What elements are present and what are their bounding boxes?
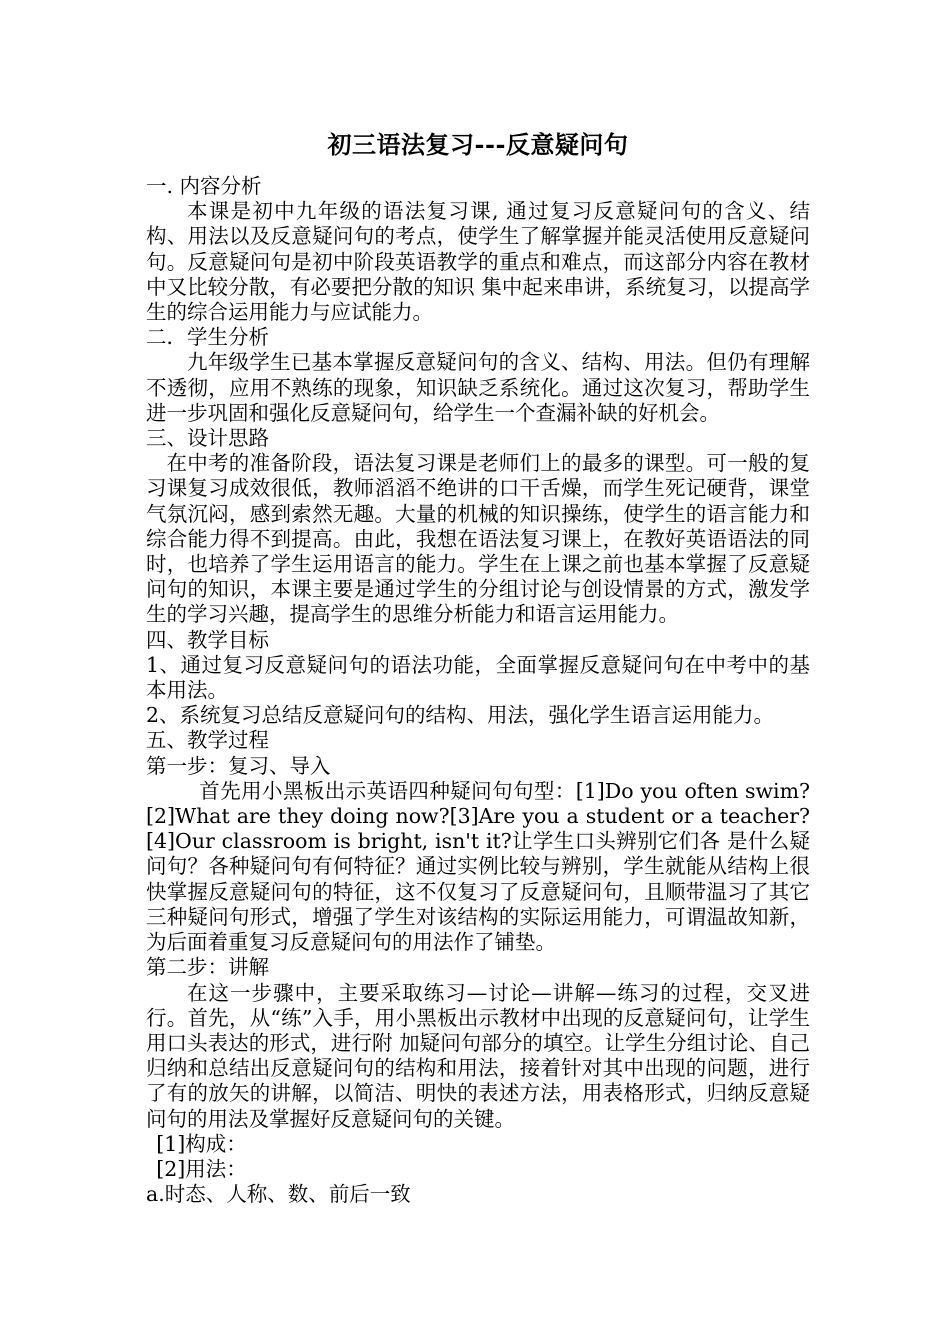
paragraph-content-analysis: 本课是初中九年级的语法复习课, 通过复习反意疑问句的含义、结构、用法以及反意疑问句的考点，使学生了解掌握并能灵活使用反意疑问句。反意疑问句是初中阶段英语教学的重点和难点，而这部分内容在教材中又比较分散，有必要把分散的知识 集中起来串讲，系统复习，以提高学生的综合运用能力与应试能力。 (146, 199, 810, 325)
section-heading-design-idea: 三、设计思路 (146, 426, 269, 451)
paragraph-design-idea: 在中考的准备阶段，语法复习课是老师们上的最多的课型。可一般的复习课复习成效很低，教师滔滔不绝讲的口干舌燥，而学生死记硬背，课堂气氛沉闷，感到索然无趣。大量的机械的知识操练，使学生的语言能力和综合能力得不到提高。由此，我想在语法复习课上，在教好英语语法的同时，也培养了学生运用语言的能力。学生在上课之前也基本掌握了反意疑问句的知识，本课主要是通过学生的分组讨论与创设情景的方式，激发学生的学习兴趣，提高学生的思维分析能力和语言运用能力。 (146, 451, 810, 627)
document-page (146, 130, 810, 1207)
goal-item-1: 1、通过复习反意疑问句的语法功能，全面掌握反意疑问句在中考中的基本用法。 (146, 652, 810, 703)
list-item-structure: [1]构成： (156, 1131, 247, 1156)
section-heading-teaching-process: 五、教学过程 (146, 728, 269, 753)
section-heading-content-analysis: 一. 内容分析 (146, 174, 262, 198)
section-heading-teaching-goals: 四、教学目标 (146, 627, 269, 652)
paragraph-student-analysis: 九年级学生已基本掌握反意疑问句的含义、结构、用法。但仍有理解不透彻，应用不熟练的现象，知识缺乏系统化。通过这次复习，帮助学生进一步巩固和强化反意疑问句，给学生一个查漏补缺的好机会。 (146, 350, 810, 425)
step2-heading: 第二步：讲解 (146, 955, 269, 980)
list-item-tense-agreement: a.时态、人称、数、前后一致 (146, 1182, 411, 1207)
step1-heading: 第一步：复习、导入 (146, 753, 331, 778)
section-heading-student-analysis: 二．学生分析 (146, 325, 269, 350)
document-title: 初三语法复习---反意疑问句 (327, 130, 629, 159)
goal-item-2: 2、系统复习总结反意疑问句的结构、用法，强化学生语言运用能力。 (146, 703, 775, 728)
paragraph-step1: 首先用小黑板出示英语四种疑问句句型：[1]Do you often swim?[2]What are they doing now?[3]Are you a student or a teacher?[4]Our classroom is bright, isn't it?让学生口头辨别它们各 是什么疑问句？各种疑问句有何特征？通过实例比较与辨别，学生就能从结构上很快掌握反意疑问句的特征，这不仅复习了反意疑问句，且顺带温习了其它三种疑问句形式，增强了学生对该结构的实际运用能力，可谓温故知新，为后面着重复习反意疑问句的用法作了铺垫。 (146, 778, 810, 955)
list-item-usage: [2]用法： (156, 1156, 247, 1181)
paragraph-step2: 在这一步骤中，主要采取练习—讨论—讲解—练习的过程，交叉进行。首先，从“练”入手，用小黑板出示教材中出现的反意疑问句，让学生用口头表达的形式，进行附 加疑问句部分的填空。让学生分组讨论、自己归纳和总结出反意疑问句的结构和用法，接着针对其中出现的问题，进行了有的放矢的讲解，以简洁、明快的表述方法，用表格形式，归纳反意疑问句的用法及掌握好反意疑问句的关键。 (146, 980, 810, 1131)
